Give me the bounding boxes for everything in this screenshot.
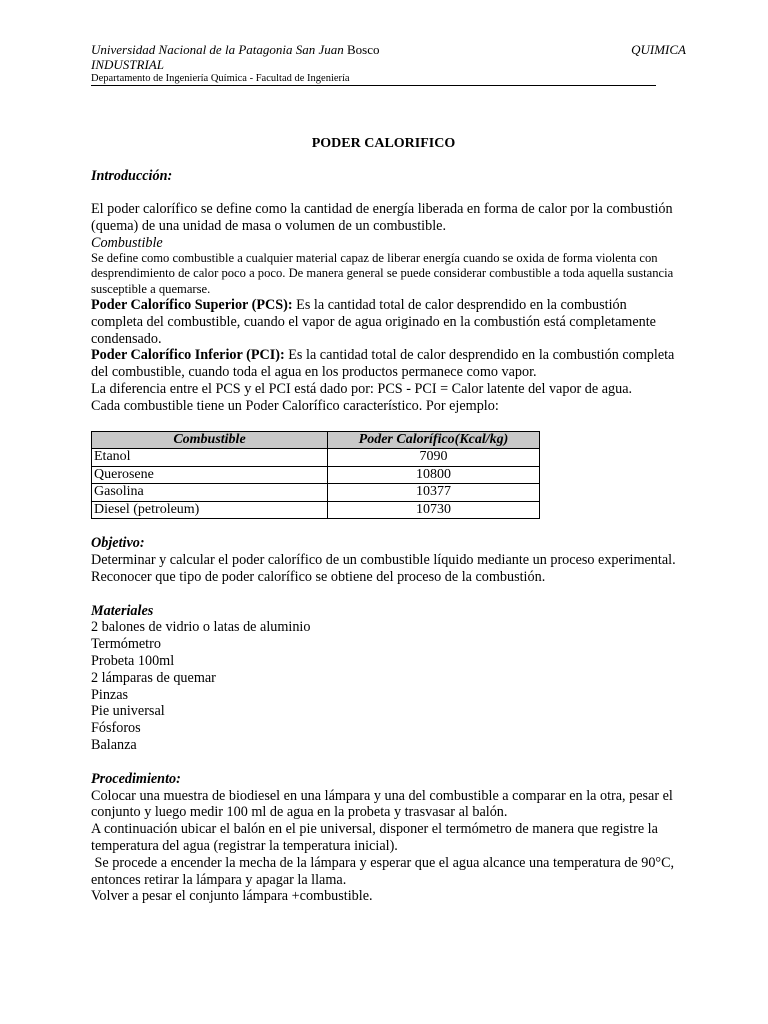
list-item: 2 balones de vidrio o latas de aluminio [91,619,311,636]
list-item: Pie universal [91,703,165,720]
table-header-poder: Poder Calorífico(Kcal/kg) [328,431,540,449]
table-cell-fuel: Diesel (petroleum) [92,501,328,519]
list-item: Pinzas [91,686,129,703]
pcs-label: Poder Calorífico Superior (PCS): [91,297,293,314]
materiales-heading: Materiales [91,602,154,619]
pcs-paragraph [91,297,681,347]
table-cell-value: 10377 [328,484,540,502]
procedimiento-step: Se procede a encender la mecha de la lámpara y esperar que el agua alcance una temperatura de 90°C, entonces retirar la lámpara y apagar la llama. [91,854,678,888]
intro-heading: Introducción: [91,168,173,184]
table-row [92,466,540,484]
table-row [92,449,540,467]
header-department: Departamento de Ingeniería Química - Facultad de Ingeniería [91,72,656,86]
header-quimica: QUIMICA [631,42,686,57]
calorific-table [91,431,540,520]
pci-label: Poder Calorífico Inferior (PCI): [91,347,285,364]
university-name: Universidad Nacional de la Patagonia San Juan [91,42,344,57]
pci-paragraph [91,347,681,381]
table-row [92,501,540,519]
table-cell-fuel: Etanol [92,449,328,467]
table-header-row [92,431,540,449]
combustible-definition: Se define como combustible a cualquier material capaz de liberar energía cuando se oxida de forma violenta con desprendimiento de calor poco a poco. De manera general se puede considerar combustible a toda aquella sustancia susceptible a quemarse. [91,250,674,296]
table-cell-fuel: Gasolina [92,484,328,502]
table-row [92,484,540,502]
combustible-heading: Combustible [91,234,163,251]
procedimiento-step: A continuación ubicar el balón en el pie universal, disponer el termómetro de manera que registre la temperatura del agua (registrar la temperatura inicial). [91,821,658,854]
procedimiento-step: Volver a pesar el conjunto lámpara +combustible. [91,888,373,905]
pci-text: Es la cantidad total de calor desprendido en la combustión completa del combustible, cuando toda el agua en los productos permanece como vapor. [91,347,675,381]
list-item: Balanza [91,736,137,753]
document-page [91,42,686,905]
table-cell-value: 10730 [328,501,540,519]
difference-text: La diferencia entre el PCS y el PCI está dado por: PCS - PCI = Calor latente del vapor de agua. [91,381,633,398]
intro-definition: El poder calorífico se define como la cantidad de energía liberada en forma de calor por la combustión (quema) de una unidad de masa o volumen de un combustible. [91,201,673,234]
table-cell-value: 7090 [328,449,540,467]
table-cell-value: 10800 [328,466,540,484]
list-item: Termómetro [91,636,161,653]
objetivo-heading: Objetivo: [91,535,145,552]
table-header-combustible: Combustible [92,431,328,449]
procedimiento-heading: Procedimiento: [91,770,181,787]
pcs-text: Es la cantidad total de calor desprendido en la combustión completa del combustible, cuando el vapor de agua originado en la combustión está completamente condensado. [91,297,656,347]
list-item: 2 lámparas de quemar [91,669,216,686]
page-title: PODER CALORIFICO [311,136,456,151]
procedimiento-step: Colocar una muestra de biodiesel en una lámpara y una del combustible a comparar en la otra, pesar el conjunto y luego medir 100 ml de agua en la probeta y trasvasar al balón. [91,787,673,821]
header-industrial: INDUSTRIAL [91,57,164,72]
university-bosco: Bosco [347,42,380,57]
example-text: Cada combustible tiene un Poder Calorífico característico. Por ejemplo: [91,397,499,414]
materiales-list [91,619,681,753]
objetivo-text: Determinar y calcular el poder calorífico de un combustible líquido mediante un proceso experimental. Reconocer que tipo de poder calorífico se obtiene del proceso de la combustión. [91,551,676,585]
list-item: Probeta 100ml [91,652,175,669]
table-cell-fuel: Querosene [92,466,328,484]
header-line [91,42,686,57]
list-item: Fósforos [91,720,141,737]
